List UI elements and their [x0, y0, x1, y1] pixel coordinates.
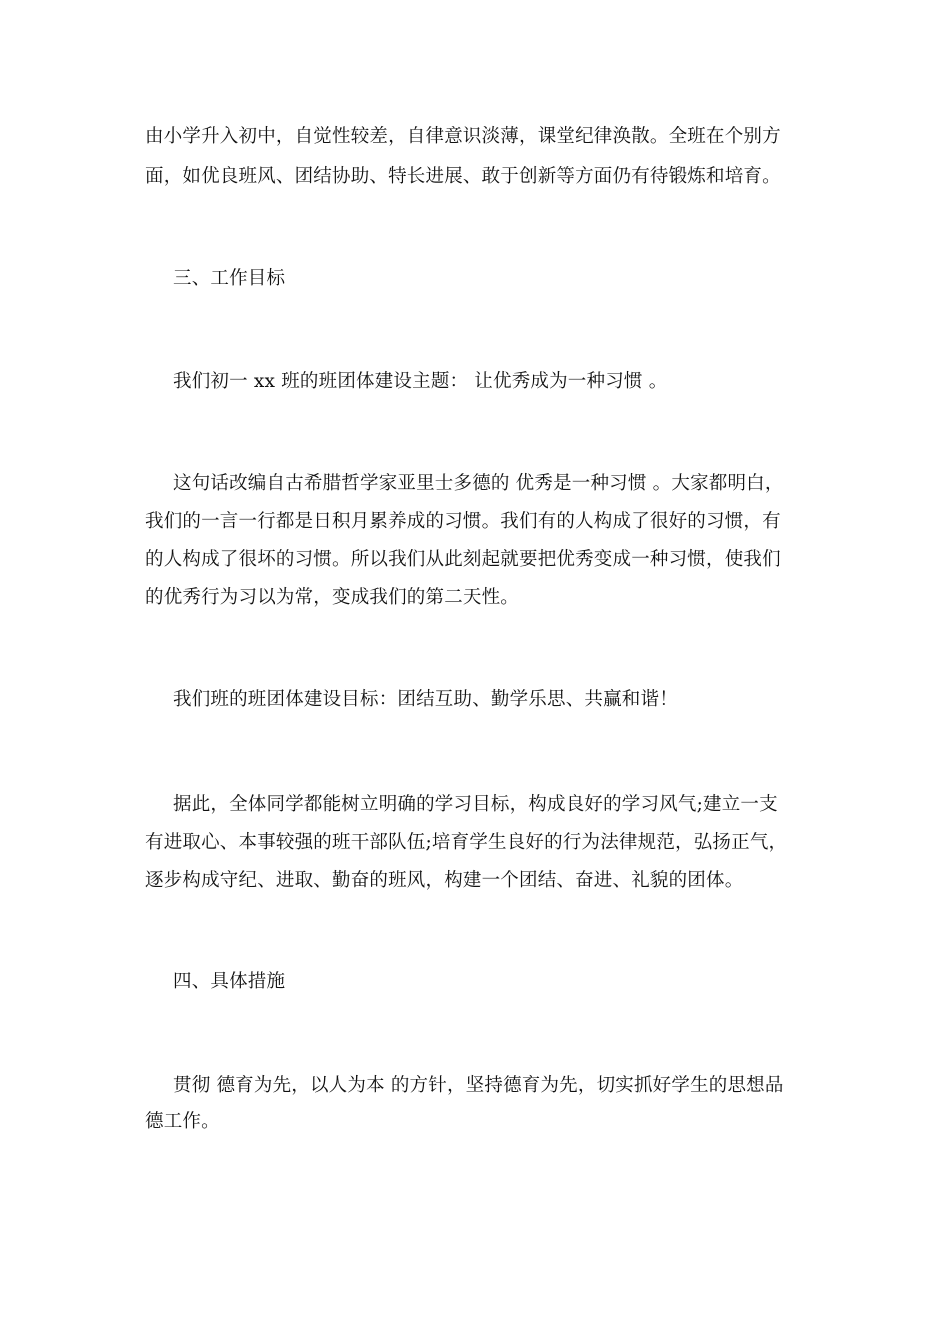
- paragraph-line: 面，如优良班风、团结协助、特长进展、敢于创新等方面仍有待锻炼和培育。: [145, 166, 781, 187]
- paragraph-line: 逐步构成守纪、进取、勤奋的班风，构建一个团结、奋进、礼貌的团体。: [145, 870, 744, 891]
- paragraph-line: 的人构成了很坏的习惯。所以我们从此刻起就要把优秀变成一种习惯，使我们: [145, 549, 781, 570]
- section-heading: 三、工作目标: [173, 268, 286, 289]
- paragraph-line: 我们的一言一行都是日积月累养成的习惯。我们有的人构成了很好的习惯，有: [145, 511, 781, 532]
- paragraph-line: 有进取心、本事较强的班干部队伍;培育学生良好的行为法律规范，弘扬正气，: [145, 832, 788, 853]
- paragraph-line: 德工作。: [145, 1111, 220, 1132]
- paragraph-line: 这句话改编自古希腊哲学家亚里士多德的 优秀是一种习惯 。大家都明白，: [173, 473, 784, 494]
- paragraph-line: 我们班的班团体建设目标：团结互助、勤学乐思、共赢和谐！: [173, 689, 678, 710]
- paragraph-line: 的优秀行为习以为常，变成我们的第二天性。: [145, 587, 520, 608]
- paragraph-line: 据此，全体同学都能树立明确的学习目标，构成良好的学习风气;建立一支: [173, 794, 778, 815]
- paragraph-line: 贯彻 德育为先，以人为本 的方针，坚持德育为先，切实抓好学生的思想品: [173, 1075, 784, 1096]
- paragraph-line: 由小学升入初中，自觉性较差，自律意识淡薄，课堂纪律涣散。全班在个别方: [145, 126, 781, 147]
- section-heading: 四、具体措施: [173, 971, 286, 992]
- paragraph-line: 我们初一 xx 班的班团体建设主题： 让优秀成为一种习惯 。: [173, 371, 668, 392]
